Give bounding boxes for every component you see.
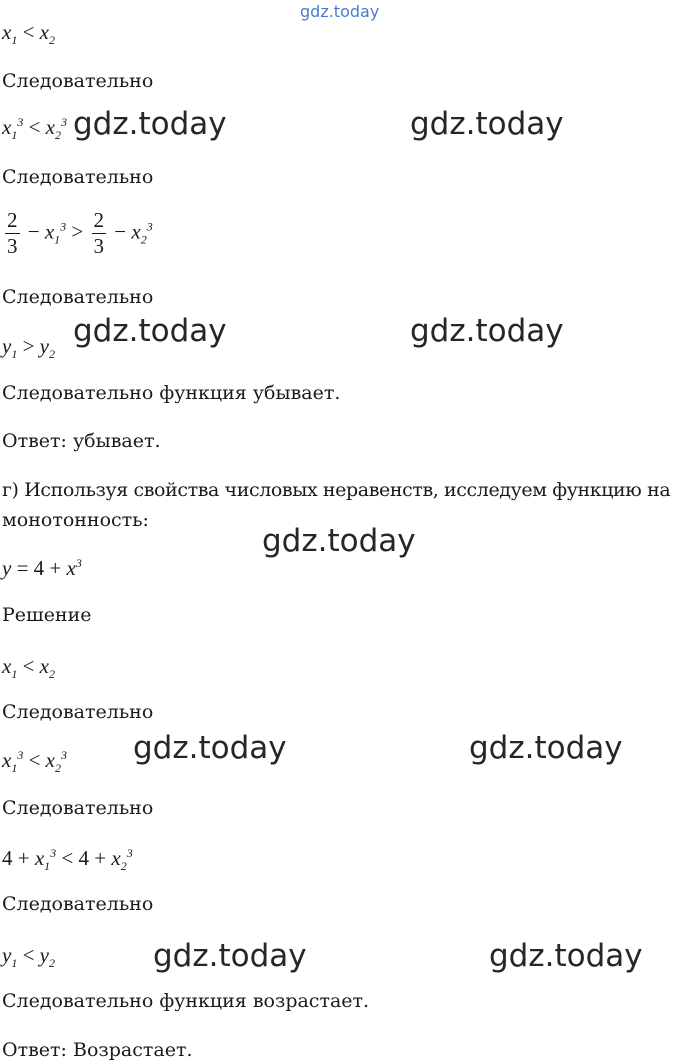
text-decreasing-conclusion: Следовательно функция убывает.: [2, 382, 341, 404]
inequality-x1-lt-x2-b: $x_1 < x_2$: [2, 654, 55, 682]
function-definition: $y = 4 + x^3$: [2, 556, 82, 580]
text-solution: Решение: [2, 604, 92, 626]
task-g-line2: монотонность:: [2, 509, 149, 531]
text-sledovatelno-3: Следовательно: [2, 286, 154, 308]
inequality-x1-lt-x2: $x_1 < x_2$: [2, 20, 55, 48]
inequality-y1-gt-y2: $y_1 > y_2$: [2, 334, 55, 362]
inequality-shifted-cubes: $4 + x_1^3 < 4 + x_2^3$: [2, 846, 133, 874]
text-sledovatelno-4: Следовательно: [2, 701, 154, 723]
inequality-y1-lt-y2: $y_1 < y_2$: [2, 943, 55, 971]
text-sledovatelno-2: Следовательно: [2, 166, 154, 188]
task-g-line1: г) Используя свойства числовых неравенств, исследуем функцию на: [2, 479, 671, 501]
watermark: gdz.today: [489, 938, 643, 974]
text-sledovatelno-1: Следовательно: [2, 70, 154, 92]
text-sledovatelno-5: Следовательно: [2, 797, 154, 819]
watermark: gdz.today: [73, 106, 227, 142]
fraction: $\frac{2}{3}$: [7, 208, 18, 258]
watermark: gdz.today: [73, 313, 227, 349]
watermark: gdz.today: [262, 523, 416, 559]
watermark: gdz.today: [133, 730, 287, 766]
text-increasing-conclusion: Следовательно функция возрастает.: [2, 990, 370, 1012]
fraction: $\frac{2}{3}$: [93, 208, 105, 258]
inequality-cubes-b: $x_1^3 < x_2^3$: [2, 748, 67, 776]
inequality-cubes: $x_1^3 < x_2^3$: [2, 115, 67, 143]
text-answer-decreasing: Ответ: убывает.: [2, 430, 161, 452]
text-sledovatelno-6: Следовательно: [2, 893, 154, 915]
watermark: gdz.today: [153, 938, 307, 974]
watermark: gdz.today: [469, 730, 623, 766]
text-answer-increasing: Ответ: Возрастает.: [2, 1039, 193, 1061]
site-watermark-top: gdz.today: [300, 2, 380, 21]
watermark: gdz.today: [410, 313, 564, 349]
watermark: gdz.today: [410, 106, 564, 142]
inequality-fraction: $\frac{2}{3}$ − $x_1^3$ > $\frac{2}{3}$ − $x_2^3$: [7, 208, 153, 258]
